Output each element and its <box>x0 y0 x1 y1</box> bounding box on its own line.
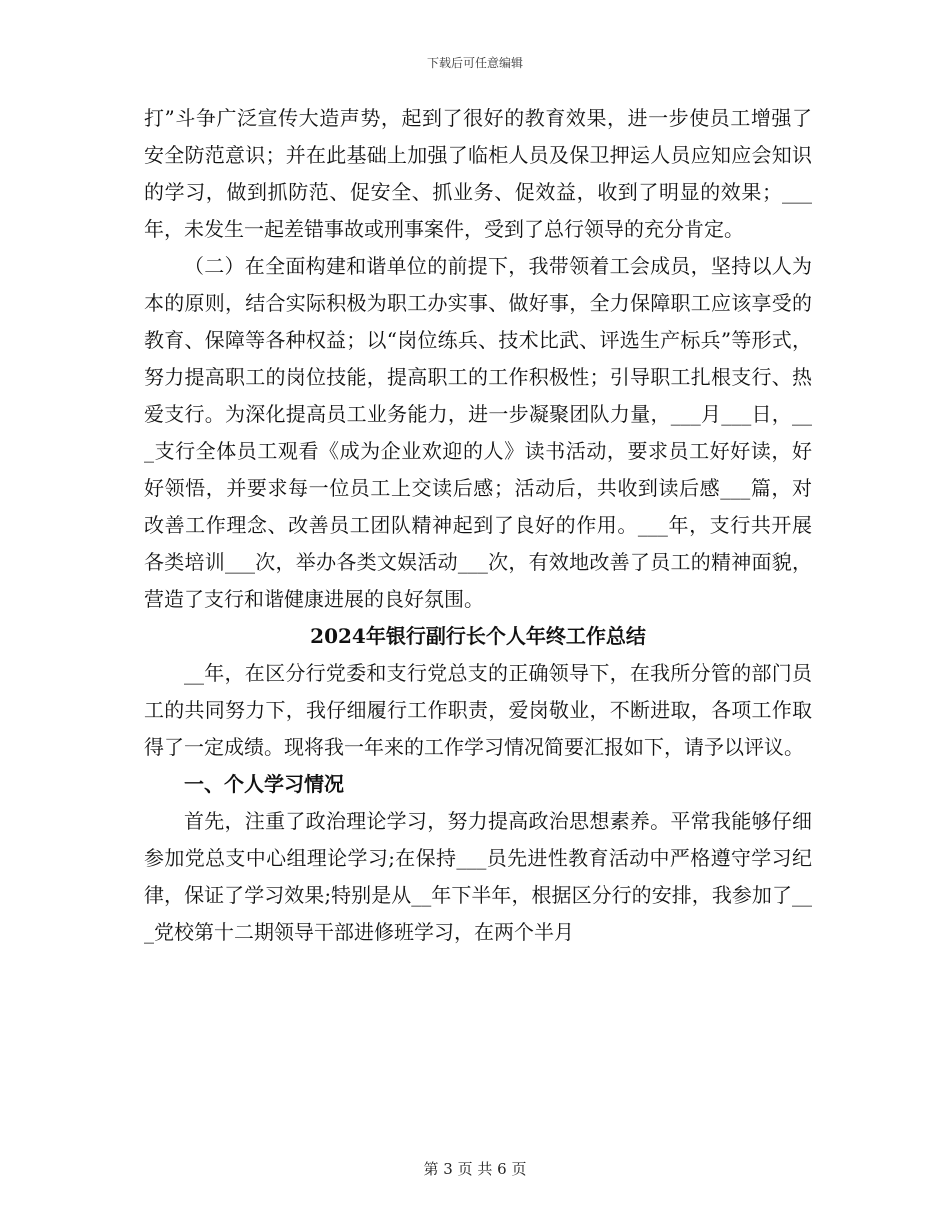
section-heading: 一、个人学习情况 <box>184 772 344 796</box>
page-number: 第 3 页 共 6 页 <box>423 1160 527 1178</box>
paragraph-3: __年，在区分行党委和支行党总支的正确领导下，在我所分管的部门员工的共同努力下，我仔细履行工作职责，爱岗敬业，不断进取，各项工作取得了一定成绩。现将我一年来的工作学习情况简要汇报如下，请予以评议。 <box>144 661 812 759</box>
paragraph-2: （二）在全面构建和谐单位的前提下，我带领着工会成员，坚持以人为本的原则，结合实际积极为职工办实事、做好事，全力保障职工应该享受的教育、保障等各种权益；以“岗位练兵、技术比武、评选生产标兵”等形式，努力提高职工的岗位技能，提高职工的工作积极性；引导职工扎根支行、热爱支行。为深化提高员工业务能力，进一步凝聚团队力量，___月___日，___支行全体员工观看《成为企业欢迎的人》读书活动，要求员工好好读，好好领悟，并要求每一位员工上交读后感；活动后，共收到读后感___篇，对改善工作理念、改善员工团队精神起到了良好的作用。___年，支行共开展各类培训___次，举办各类文娱活动___次，有效地改善了员工的精神面貌，营造了支行和谐健康进展的良好氛围。 <box>144 254 812 611</box>
document-body <box>144 100 812 951</box>
paragraph-4: 首先，注重了政治理论学习，努力提高政治思想素养。平常我能够仔细参加党总支中心组理论学习;在保持___员先进性教育活动中严格遵守学习纪律，保证了学习效果;特别是从__年下半年，根据区分行的安排，我参加了___党校第十二期领导干部进修班学习，在两个半月 <box>144 809 812 944</box>
paragraph-1: 打”斗争广泛宣传大造声势，起到了很好的教育效果，进一步使员工增强了安全防范意识；并在此基础上加强了临柜人员及保卫押运人员应知应会知识的学习，做到抓防范、促安全、抓业务、促效益，收到了明显的效果；___年，未发生一起差错事故或刑事案件，受到了总行领导的充分肯定。 <box>144 106 812 241</box>
page-header-note: 下载后可任意编辑 <box>426 56 523 70</box>
document-title: 2024年银行副行长个人年终工作总结 <box>310 624 646 648</box>
